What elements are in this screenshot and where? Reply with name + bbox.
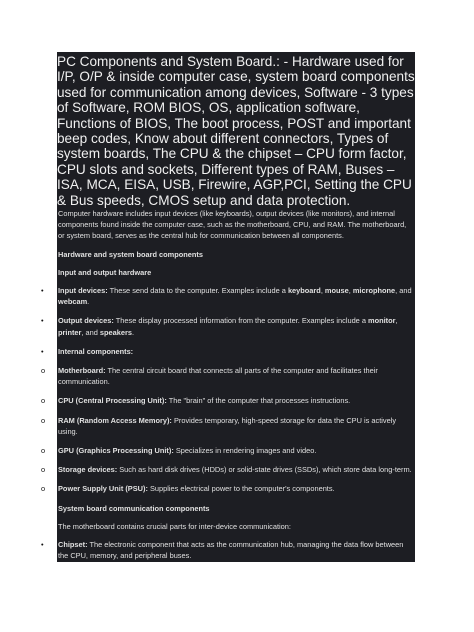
sub-item-psu: o Power Supply Unit (PSU): Supplies electrical power to the computer's components. — [41, 484, 335, 494]
sub-item-storage: o Storage devices: Such as hard disk drives (HDDs) or solid-state drives (SSDs), which store data long-term. — [41, 465, 412, 475]
sub-marker: o — [41, 366, 46, 376]
sub-marker: o — [41, 465, 46, 475]
sub-marker: o — [41, 484, 46, 494]
bullet-marker: • — [41, 286, 44, 296]
document-title: PC Components and System Board.: - Hardware used for I/P, O/P & inside computer case, system board components used for communication among devices, Software - 3 types of Software, ROM BIOS, OS, application software, Functions of BIOS, The boot process, POST and important beep codes, Know about different connectors, Types of system boards, The CPU & the chipset – CPU form factor, CPU slots and sockets, Different types of RAM, Buses – ISA, MCA, EISA, USB, Firewire, AGP,PCI, Setting the CPU & Bus speeds, CMOS setup and data protection. — [57, 54, 415, 208]
heading-input-output: Input and output hardware — [58, 267, 152, 277]
communication-intro: The motherboard contains crucial parts for inter-device communication: — [58, 521, 291, 531]
sub-item-ram: o RAM (Random Access Memory): Provides temporary, high-speed storage for data the CPU is actively using. — [41, 415, 397, 436]
sub-item-cpu: o CPU (Central Processing Unit): The "brain" of the computer that processes instructions. — [41, 396, 351, 406]
heading-hardware-components: Hardware and system board components — [58, 249, 203, 259]
bullet-marker: • — [41, 540, 44, 550]
sub-marker: o — [41, 415, 46, 425]
list-item-output-devices: • Output devices: These display processed information from the computer. Examples include a monitor, printer, and speakers. — [41, 316, 398, 337]
list-item-input-devices: • Input devices: These send data to the computer. Examples include a keyboard, mouse, microphone, and webcam. — [41, 286, 412, 307]
list-item-chipset: • Chipset: The electronic component that acts as the communication hub, managing the data flow between the CPU, memory, and peripheral buses. — [41, 540, 404, 561]
sub-marker: o — [41, 446, 46, 456]
list-item-internal-components: • Internal components: — [41, 346, 134, 356]
sub-item-motherboard: o Motherboard: The central circuit board that connects all parts of the computer and facilitates their communication. — [41, 366, 378, 387]
sub-marker: o — [41, 396, 46, 406]
intro-paragraph: Computer hardware includes input devices (like keyboards), output devices (like monitors), and internal components found inside the computer case, such as the motherboard, CPU, and RAM. The motherboard, or system board, serves as the central hub for communication between all components. — [58, 209, 407, 241]
bullet-marker: • — [41, 346, 44, 356]
sub-item-gpu: o GPU (Graphics Processing Unit): Specializes in rendering images and video. — [41, 446, 317, 456]
document-body — [41, 208, 414, 569]
bullet-marker: • — [41, 316, 44, 326]
heading-board-communication: System board communication components — [58, 503, 210, 513]
